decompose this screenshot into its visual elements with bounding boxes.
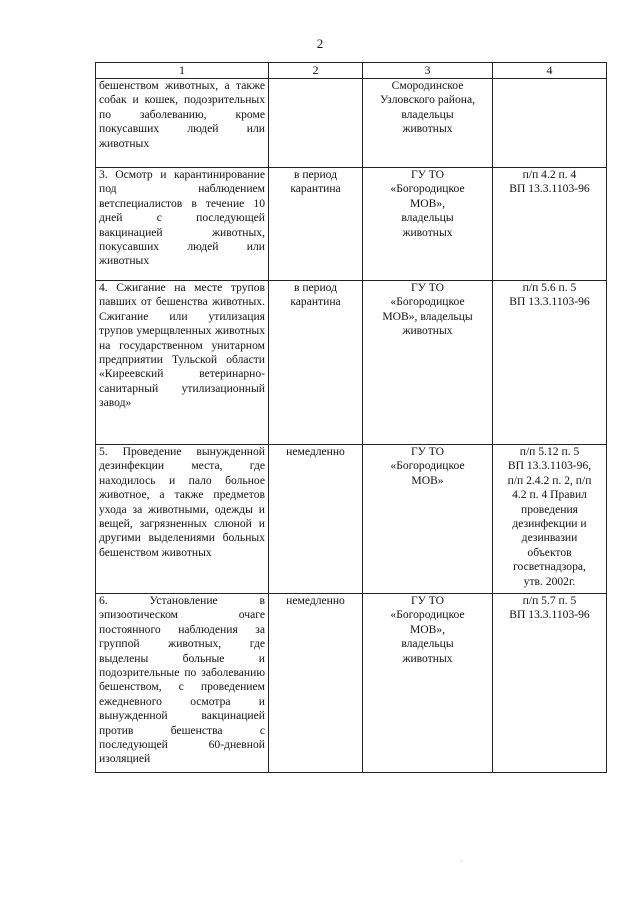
reference-cell: п/п 5.6 п. 5 ВП 13.3.1103-96: [493, 281, 607, 445]
responsible-cell: ГУ ТО «Богородицкое МОВ», владельцы животных: [363, 281, 493, 445]
column-header-1: 1: [96, 63, 269, 79]
term-cell: в период карантина: [269, 168, 363, 281]
reference-cell: п/п 5.7 п. 5 ВП 13.3.1103-96: [493, 594, 607, 773]
responsible-cell: Смородинское Узловского района, владельцы животных: [363, 79, 493, 168]
column-header-3: 3: [363, 63, 493, 79]
term-cell: немедленно: [269, 445, 363, 594]
measure-cell: 4. Сжигание на месте трупов павших от бешенства животных. Сжигание или утилизация трупов умерщвленных животных на государственном унитарном предприятии Тульской области «Киреевский ветеринарно-санитарный утилизационный завод»: [96, 281, 269, 445]
table-row: [96, 281, 607, 445]
measure-cell: 6. Установление в эпизоотическом очаге постоянного наблюдения за группой животных, где выделены больные и подозрительные по заболеванию бешенством, с проведением ежедневного осмотра и вынужденной вакцинацией против бешенства с последующей 60-дневной изоляцией: [96, 594, 269, 773]
reference-cell: п/п 5.12 п. 5 ВП 13.3.1103-96, п/п 2.4.2 п. 2, п/п 4.2 п. 4 Правил проведения дезинфекции и дезинвазии объектов госветнадзора, утв. 2002г.: [493, 445, 607, 594]
table-row: [96, 445, 607, 594]
measures-table: [95, 62, 607, 773]
responsible-cell: ГУ ТО «Богородицкое МОВ», владельцы животных: [363, 594, 493, 773]
term-cell: немедленно: [269, 594, 363, 773]
table-row: [96, 594, 607, 773]
table-row: [96, 79, 607, 168]
reference-cell: п/п 4.2 п. 4 ВП 13.3.1103-96: [493, 168, 607, 281]
measure-cell: 5. Проведение вынужденной дезинфекции места, где находилось и пало больное животное, а также предметов ухода за животными, одежды и вещей, загрязненных слюной и другими выделениями больных бешенством животных: [96, 445, 269, 594]
responsible-cell: ГУ ТО «Богородицкое МОВ», владельцы животных: [363, 168, 493, 281]
column-header-2: 2: [269, 63, 363, 79]
column-header-4: 4: [493, 63, 607, 79]
responsible-cell: ГУ ТО «Богородицкое МОВ»: [363, 445, 493, 594]
measure-cell: 3. Осмотр и карантинирование под наблюдением ветспециалистов в течение 10 дней с последующей вакцинацией животных, покусавших людей или животных: [96, 168, 269, 281]
term-cell: в период карантина: [269, 281, 363, 445]
reference-cell: [493, 79, 607, 168]
term-cell: [269, 79, 363, 168]
measure-cell: бешенством животных, а также собак и кошек, подозрительных по заболеванию, кроме покусавших людей или животных: [96, 79, 269, 168]
table-header-row: [96, 63, 607, 79]
scan-speck: ·: [460, 857, 463, 866]
table-row: [96, 168, 607, 281]
page-number: 2: [316, 36, 324, 51]
